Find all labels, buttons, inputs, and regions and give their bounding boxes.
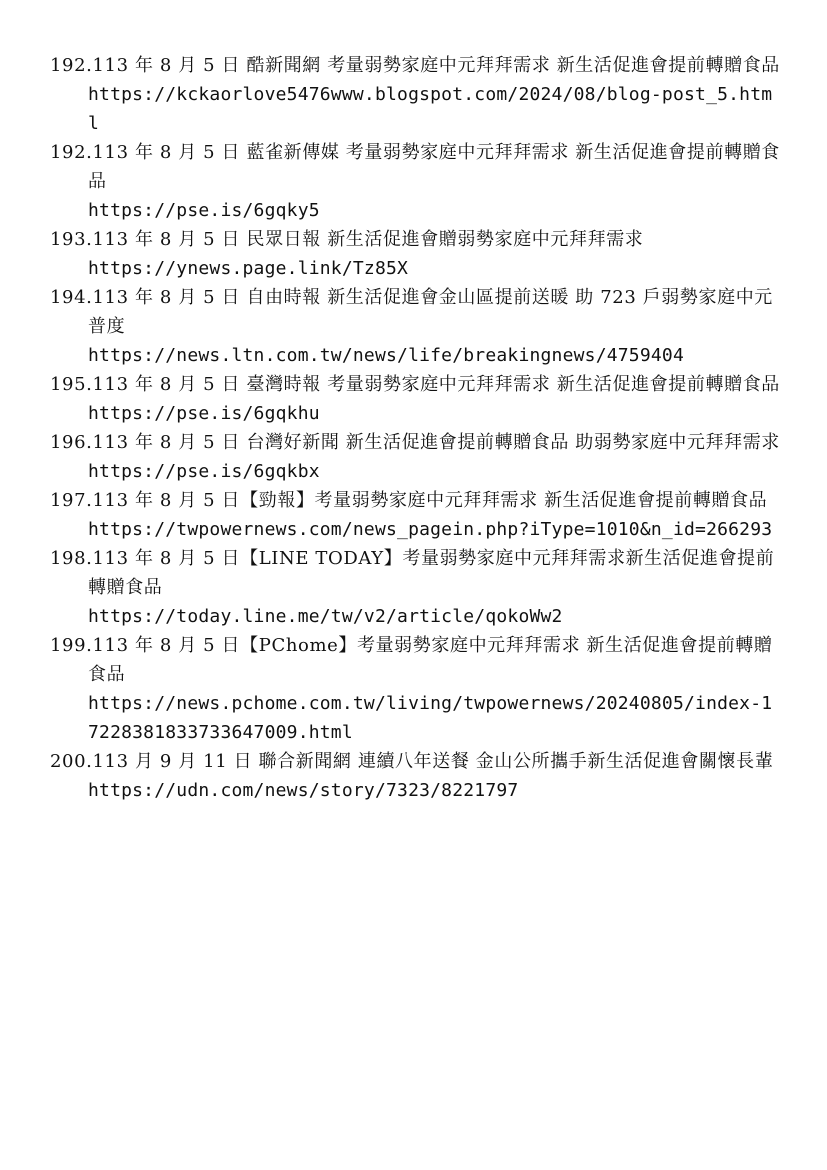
list-item — [50, 370, 780, 428]
entry-link[interactable]: https://ynews.page.link/Tz85X — [88, 258, 409, 279]
entry-link[interactable]: https://news.pchome.com.tw/living/twpowernews/20240805/index-17228381833733647009.html — [88, 693, 773, 743]
entry-link[interactable]: https://pse.is/6gqkbx — [88, 461, 320, 482]
entry-link[interactable]: https://twpowernews.com/news_pagein.php?iType=1010&n_id=266293 — [88, 519, 773, 540]
list-item — [50, 486, 780, 544]
entry-title: 194.113 年 8 月 5 日 自由時報 新生活促進會金山區提前送暖 助 723 戶弱勢家庭中元普度 — [50, 287, 773, 337]
entry-title: 198.113 年 8 月 5 日【LINE TODAY】考量弱勢家庭中元拜拜需求新生活促進會提前轉贈食品 — [50, 548, 775, 598]
list-item — [50, 225, 780, 283]
entry-title: 200.113 月 9 月 11 日 聯合新聞網 連續八年送餐 金山公所攜手新生活促進會關懷長輩 — [50, 751, 774, 772]
entry-link[interactable]: https://pse.is/6gqky5 — [88, 200, 320, 221]
entry-link[interactable]: https://today.line.me/tw/v2/article/qokoWw2 — [88, 606, 563, 627]
entry-link[interactable]: https://kckaorlove5476www.blogspot.com/2024/08/blog-post_5.html — [88, 84, 773, 134]
list-item — [50, 631, 780, 747]
entry-title: 192.113 年 8 月 5 日 酷新聞網 考量弱勢家庭中元拜拜需求 新生活促進會提前轉贈食品 — [50, 55, 780, 76]
entry-title: 199.113 年 8 月 5 日【PChome】考量弱勢家庭中元拜拜需求 新生活促進會提前轉贈食品 — [50, 635, 773, 685]
list-item — [50, 138, 780, 225]
list-item — [50, 428, 780, 486]
entry-title: 196.113 年 8 月 5 日 台灣好新聞 新生活促進會提前轉贈食品 助弱勢家庭中元拜拜需求 — [50, 432, 780, 453]
list-item — [50, 283, 780, 370]
list-item — [50, 51, 780, 138]
entry-link[interactable]: https://udn.com/news/story/7323/8221797 — [88, 780, 519, 801]
entry-title: 193.113 年 8 月 5 日 民眾日報 新生活促進會贈弱勢家庭中元拜拜需求 — [50, 229, 644, 250]
entry-link[interactable]: https://pse.is/6gqkhu — [88, 403, 320, 424]
list-item — [50, 544, 780, 631]
list-item — [50, 747, 780, 805]
entry-title: 197.113 年 8 月 5 日【勁報】考量弱勢家庭中元拜拜需求 新生活促進會提前轉贈食品 — [50, 490, 768, 511]
entry-title: 192.113 年 8 月 5 日 藍雀新傳媒 考量弱勢家庭中元拜拜需求 新生活促進會提前轉贈食品 — [50, 142, 780, 192]
entry-link[interactable]: https://news.ltn.com.tw/news/life/breakingnews/4759404 — [88, 345, 684, 366]
news-list — [50, 51, 780, 805]
entry-title: 195.113 年 8 月 5 日 臺灣時報 考量弱勢家庭中元拜拜需求 新生活促進會提前轉贈食品 — [50, 374, 780, 395]
